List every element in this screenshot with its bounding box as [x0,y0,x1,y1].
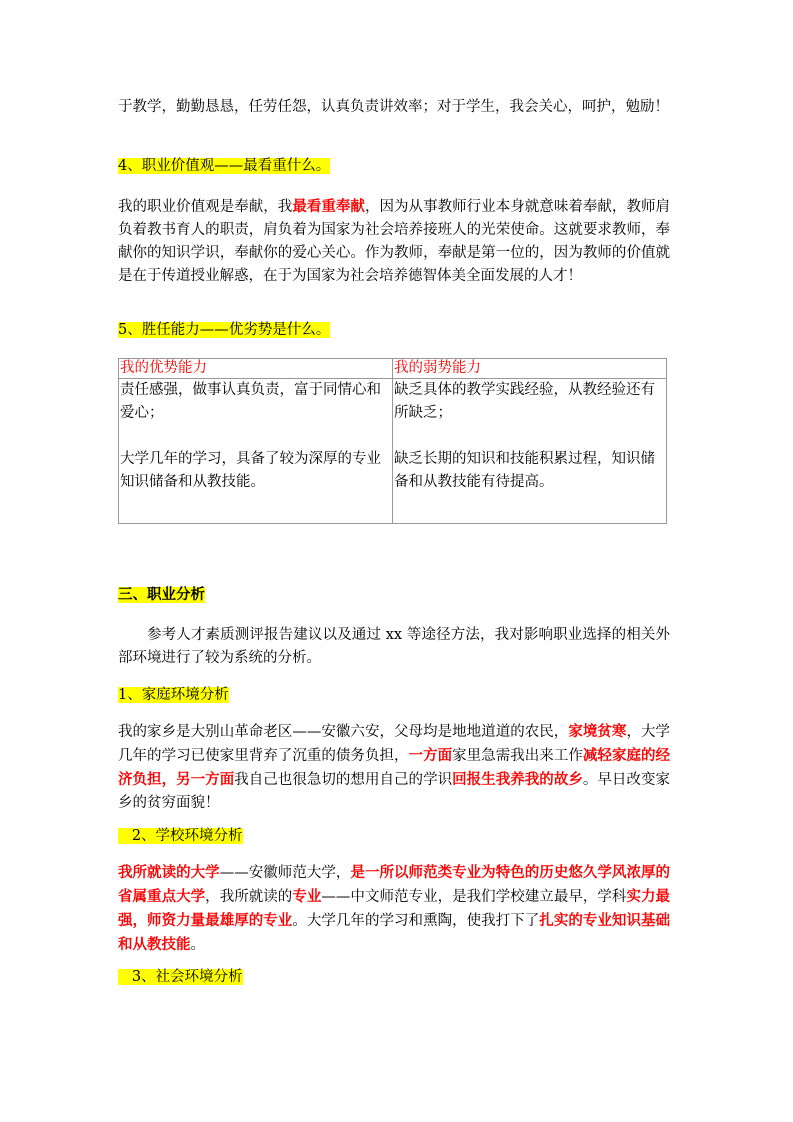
family-heading-text: 1、家庭环境分析 [118,687,229,703]
emphasis-text: 家境贫寒 [568,723,627,740]
emphasis-text: 我所就读的大学 [118,864,220,881]
strengths-header: 我的优势能力 [119,359,393,379]
weakness-item: 缺乏长期的知识和技能积累过程，知识储备和从教技能有待提高。 [394,451,655,490]
society-heading [118,966,670,989]
emphasis-text: 最看重奉献 [292,198,365,215]
ability-table-body-row [119,379,667,524]
continued-paragraph: 于教学，勤勤恳恳，任劳任怨，认真负责讲效率；对于学生，我会关心，呵护，勉励！ [118,99,669,115]
weaknesses-cell [393,379,667,524]
strength-item: 责任感强，做事认真负责，富于同情心和爱心； [120,382,381,421]
school-heading [118,825,670,848]
section-4-heading-text: 4、职业价值观——最看重什么。 [118,158,331,174]
ability-table [118,358,667,524]
school-heading-text: 2、学校环境分析 [118,828,243,844]
ability-table-header-row [119,359,667,379]
part-3-heading-text: 三、职业分析 [118,587,205,603]
society-heading-text: 3、社会环境分析 [118,969,243,985]
emphasis-text: 实力最强，师资力量最雄厚的专业 [118,888,671,929]
weaknesses-header: 我的弱势能力 [393,359,667,379]
section-5-heading [118,319,670,342]
emphasis-text: 回报生我养我的故乡 [452,771,583,788]
section-5-heading-text: 5、胜任能力——优劣势是什么。 [118,322,331,338]
family-heading [118,684,670,707]
section-4-heading [118,155,670,178]
emphasis-text: 一方面 [408,747,453,764]
section-4-paragraph: 我的职业价值观是奉献，我最看重奉献，因为从事教师行业本身就意味着奉献，教师肩负着教书育人的职责，肩负着为国家为社会培养接班人的光荣使命。这就要求教师，奉献你的知识学识，奉献你的爱心关心。作为教师，奉献是第一位的，因为教师的价值就是在于传道授业解惑，在于为国家为社会培养德智体美全面发展的人才！ [118,198,671,284]
school-paragraph: 我所就读的大学——安徽师范大学，是一所以师范类专业为特色的历史悠久学风浓厚的省属重点大学，我所就读的专业——中文师范专业，是我们学校建立最早，学科实力最强，师资力量最雄厚的专业。大学几年的学习和熏陶，使我打下了扎实的专业知识基础和从教技能。 [118,864,671,953]
strength-item: 大学几年的学习，具备了较为深厚的专业知识储备和从教技能。 [120,451,381,490]
emphasis-text: 扎实的专业知识基础和从教技能 [118,912,671,953]
emphasis-text: 是一所以师范类专业为特色的历史悠久学风浓厚的省属重点大学 [118,864,671,905]
emphasis-text: 专业 [292,888,322,905]
strengths-cell [119,379,393,524]
emphasis-text: 减轻家庭的经济负担，另一方面 [118,747,671,788]
weakness-item: 缺乏具体的教学实践经验，从教经验还有所缺乏； [394,382,655,421]
family-paragraph: 我的家乡是大别山革命老区——安徽六安，父母均是地地道道的农民，家境贫寒，大学几年的学习已使家里背弃了沉重的债务负担，一方面家里急需我出来工作减轻家庭的经济负担，另一方面我自己也很急切的想用自己的学识回报生我养我的故乡。早日改变家乡的贫穷面貌！ [118,723,671,811]
part-3-intro: 参考人才素质测评报告建议以及通过 xx 等途径方法，我对影响职业选择的相关外部环境进行了较为系统的分析。 [118,627,670,666]
part-3-heading [118,584,670,607]
